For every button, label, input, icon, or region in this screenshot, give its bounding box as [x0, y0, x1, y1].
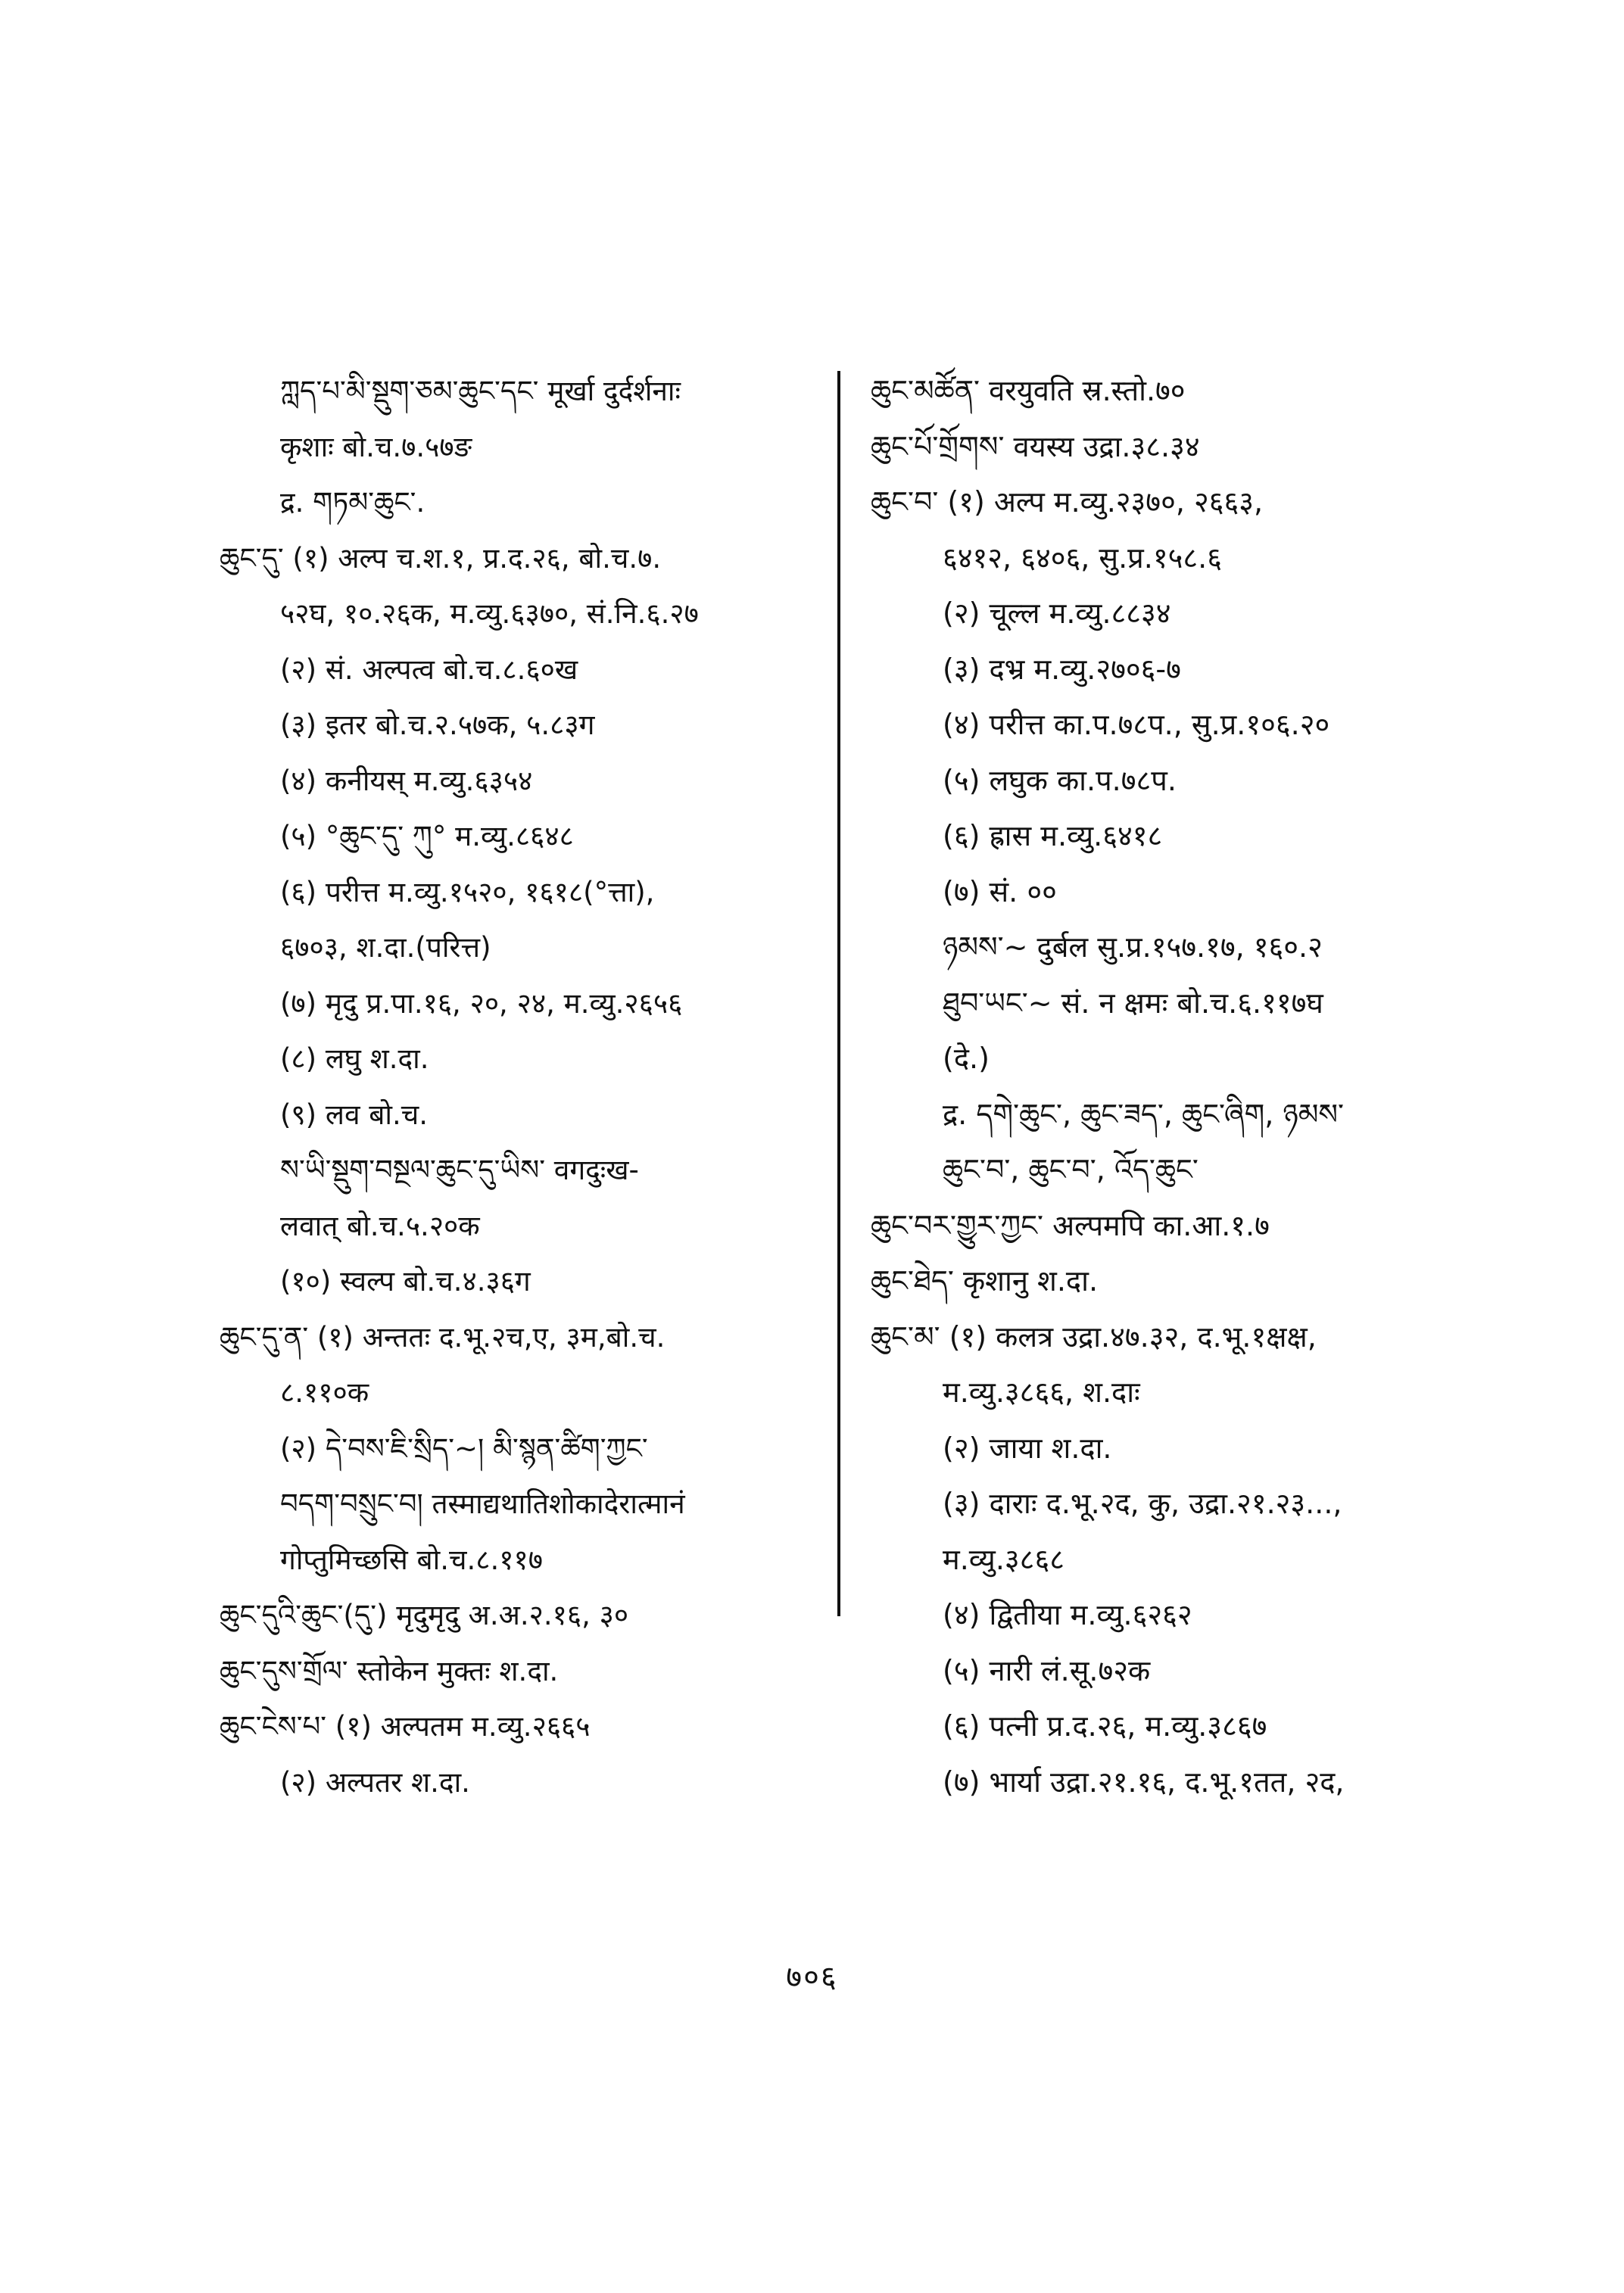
dictionary-line: (७) भार्या उद्रा.२१.१६, द.भू.१तत, २द,: [943, 1765, 1345, 1799]
column-divider: [837, 371, 840, 1616]
dictionary-line: (२) अल्पतर श.दा.: [280, 1765, 470, 1799]
dictionary-line: བདག་བསྲུང་བ། तस्माद्यथातिशोकादेरात्मानं: [280, 1488, 685, 1520]
dictionary-line: द्र. གཏམ་ཆུང་.: [280, 486, 425, 519]
dictionary-line: (दे.): [943, 1042, 990, 1075]
right-column: [871, 363, 1492, 1810]
dictionary-line: ཆུང་དུས་གྲོལ་ स्तोकेन मुक्तः श.दा.: [220, 1654, 559, 1687]
dictionary-line: (४) कनीयस् म.व्यु.६३५४: [280, 764, 533, 797]
dictionary-line: ས་ཡི་སྡུག་བསྔལ་ཆུང་དུ་ཡིས་ वगदुःख-: [280, 1154, 639, 1186]
dictionary-line: (७) मृदु प्र.पा.१६, २०, २४, म.व्यु.२६५६: [280, 986, 683, 1020]
dictionary-line: ཀླད་པ་མི་སྡུག་ཅམ་ཆུང་དང་ मूर्खा दुर्दर्शनाः: [280, 375, 681, 407]
dictionary-line: ཆུང་བ་, ཆུང་བ་, འོད་ཆུང་: [943, 1153, 1199, 1186]
dictionary-line: (२) चूल्ल म.व्यु.८८३४: [943, 597, 1171, 630]
dictionary-line: ཆུང་མ་ (१) कलत्र उद्रा.४७.३२, द.भू.१क्षक्ष,: [871, 1319, 1317, 1354]
dictionary-line: ५२घ, १०.२६क, म.व्यु.६३७०, सं.नि.६.२७: [280, 597, 699, 630]
dictionary-line: म.व्यु.३८६६, श.दाः: [943, 1375, 1140, 1409]
left-column: [220, 363, 840, 1810]
dictionary-line: ཆུང་དུའི་ཆུང་(དུ་) मृदुमृदु अ.अ.२.१६, ३०: [220, 1599, 629, 1631]
dictionary-line: ཆུང་ཐེད་ कृशानु श.दा.: [871, 1264, 1099, 1298]
dictionary-line: ཆུང་དུ་ན་ (१) अन्ततः द.भू.२च,ए, ३म,बो.च.: [220, 1320, 665, 1354]
dictionary-line: (७) सं. ००: [943, 874, 1057, 908]
dictionary-line: ཉམས་~ दुर्बल सु.प्र.१५७.१७, १६०.२: [943, 930, 1323, 964]
dictionary-line: कृशाः बो.च.७.५७ङ: [280, 430, 472, 463]
dictionary-line: ཆུང་པོ་གྲོགས་ वयस्य उद्रा.३८.३४: [871, 429, 1200, 463]
dictionary-line: ६४१२, ६४०६, सु.प्र.१५८.६: [943, 541, 1222, 575]
dictionary-line: (६) ह्रास म.व्यु.६४१८: [943, 819, 1163, 852]
dictionary-line: ཆུང་མཚོན་ वरयुवति स्र.स्तो.७०: [871, 374, 1186, 407]
dictionary-line: (२) དེ་བས་ཇི་སྲིད་~། མི་སྙན་ཚིག་ཀྱང་: [280, 1432, 648, 1465]
dictionary-line: (२) सं. अल्पत्व बो.च.८.६०ख: [280, 653, 578, 686]
dictionary-line: ཐུབ་ཡང་~ सं. न क्षमः बो.च.६.११७घ: [943, 986, 1323, 1020]
dictionary-line: (४) द्वितीया म.व्यु.६२६२: [943, 1598, 1192, 1631]
dictionary-line: (१०) स्वल्प बो.च.४.३६ग: [280, 1265, 531, 1298]
dictionary-line: (८) लघु श.दा.: [280, 1042, 429, 1075]
dictionary-line: लवात् बो.च.५.२०क: [280, 1209, 480, 1242]
dictionary-line: (२) जाया श.दा.: [943, 1431, 1112, 1465]
dictionary-line: (६) पत्नी प्र.द.२६, म.व्यु.३८६७: [943, 1709, 1267, 1743]
dictionary-line: ཆུང་བར་གྱུར་ཀྱང་ अल्पमपि का.आ.१.७: [871, 1208, 1270, 1242]
dictionary-line: द्र. དགེ་ཆུང་, ཆུང་ཟད་, ཆུང་ཞིག, ཉམས་: [943, 1097, 1345, 1131]
dictionary-line: ८.११०क: [280, 1376, 369, 1409]
dictionary-line: ६७०३, श.दा.(परित्त): [280, 931, 491, 964]
dictionary-line: ཆུང་བ་ (१) अल्प म.व्यु.२३७०, २६६३,: [871, 485, 1264, 519]
dictionary-line: ཆུང་ངེས་པ་ (१) अल्पतम म.व्यु.२६६५: [220, 1710, 591, 1743]
dictionary-line: (५) लघुक का.प.७८प.: [943, 763, 1177, 797]
dictionary-line: (३) दाराः द.भू.२द, कु, उद्रा.२१.२३...,: [943, 1487, 1342, 1520]
dictionary-line: (३) इतर बो.च.२.५७क, ५.८३ग: [280, 709, 595, 741]
dictionary-line: गोप्तुमिच्छसि बो.च.८.११७: [280, 1543, 543, 1576]
dictionary-line: (५) नारी लं.सू.७२क: [943, 1653, 1151, 1687]
dictionary-line: (९) लव बो.च.: [280, 1098, 429, 1131]
dictionary-line: ཆུང་དུ་ (१) अल्प च.श.१, प्र.द.२६, बो.च.७.: [220, 541, 662, 575]
page-number: ७०६: [786, 1960, 838, 1995]
dictionary-line: म.व्यु.३८६८: [943, 1542, 1064, 1576]
dictionary-line: (५) °ཆུང་དུ་ ཀུ° म.व्यु.८६४८: [280, 820, 574, 852]
dictionary-line: (३) दभ्र म.व्यु.२७०६-७: [943, 652, 1181, 686]
dictionary-line: (६) परीत्त म.व्यु.१५२०, १६१८(°त्ता),: [280, 875, 655, 908]
dictionary-line: (४) परीत्त का.प.७८प., सु.प्र.१०६.२०: [943, 708, 1330, 741]
